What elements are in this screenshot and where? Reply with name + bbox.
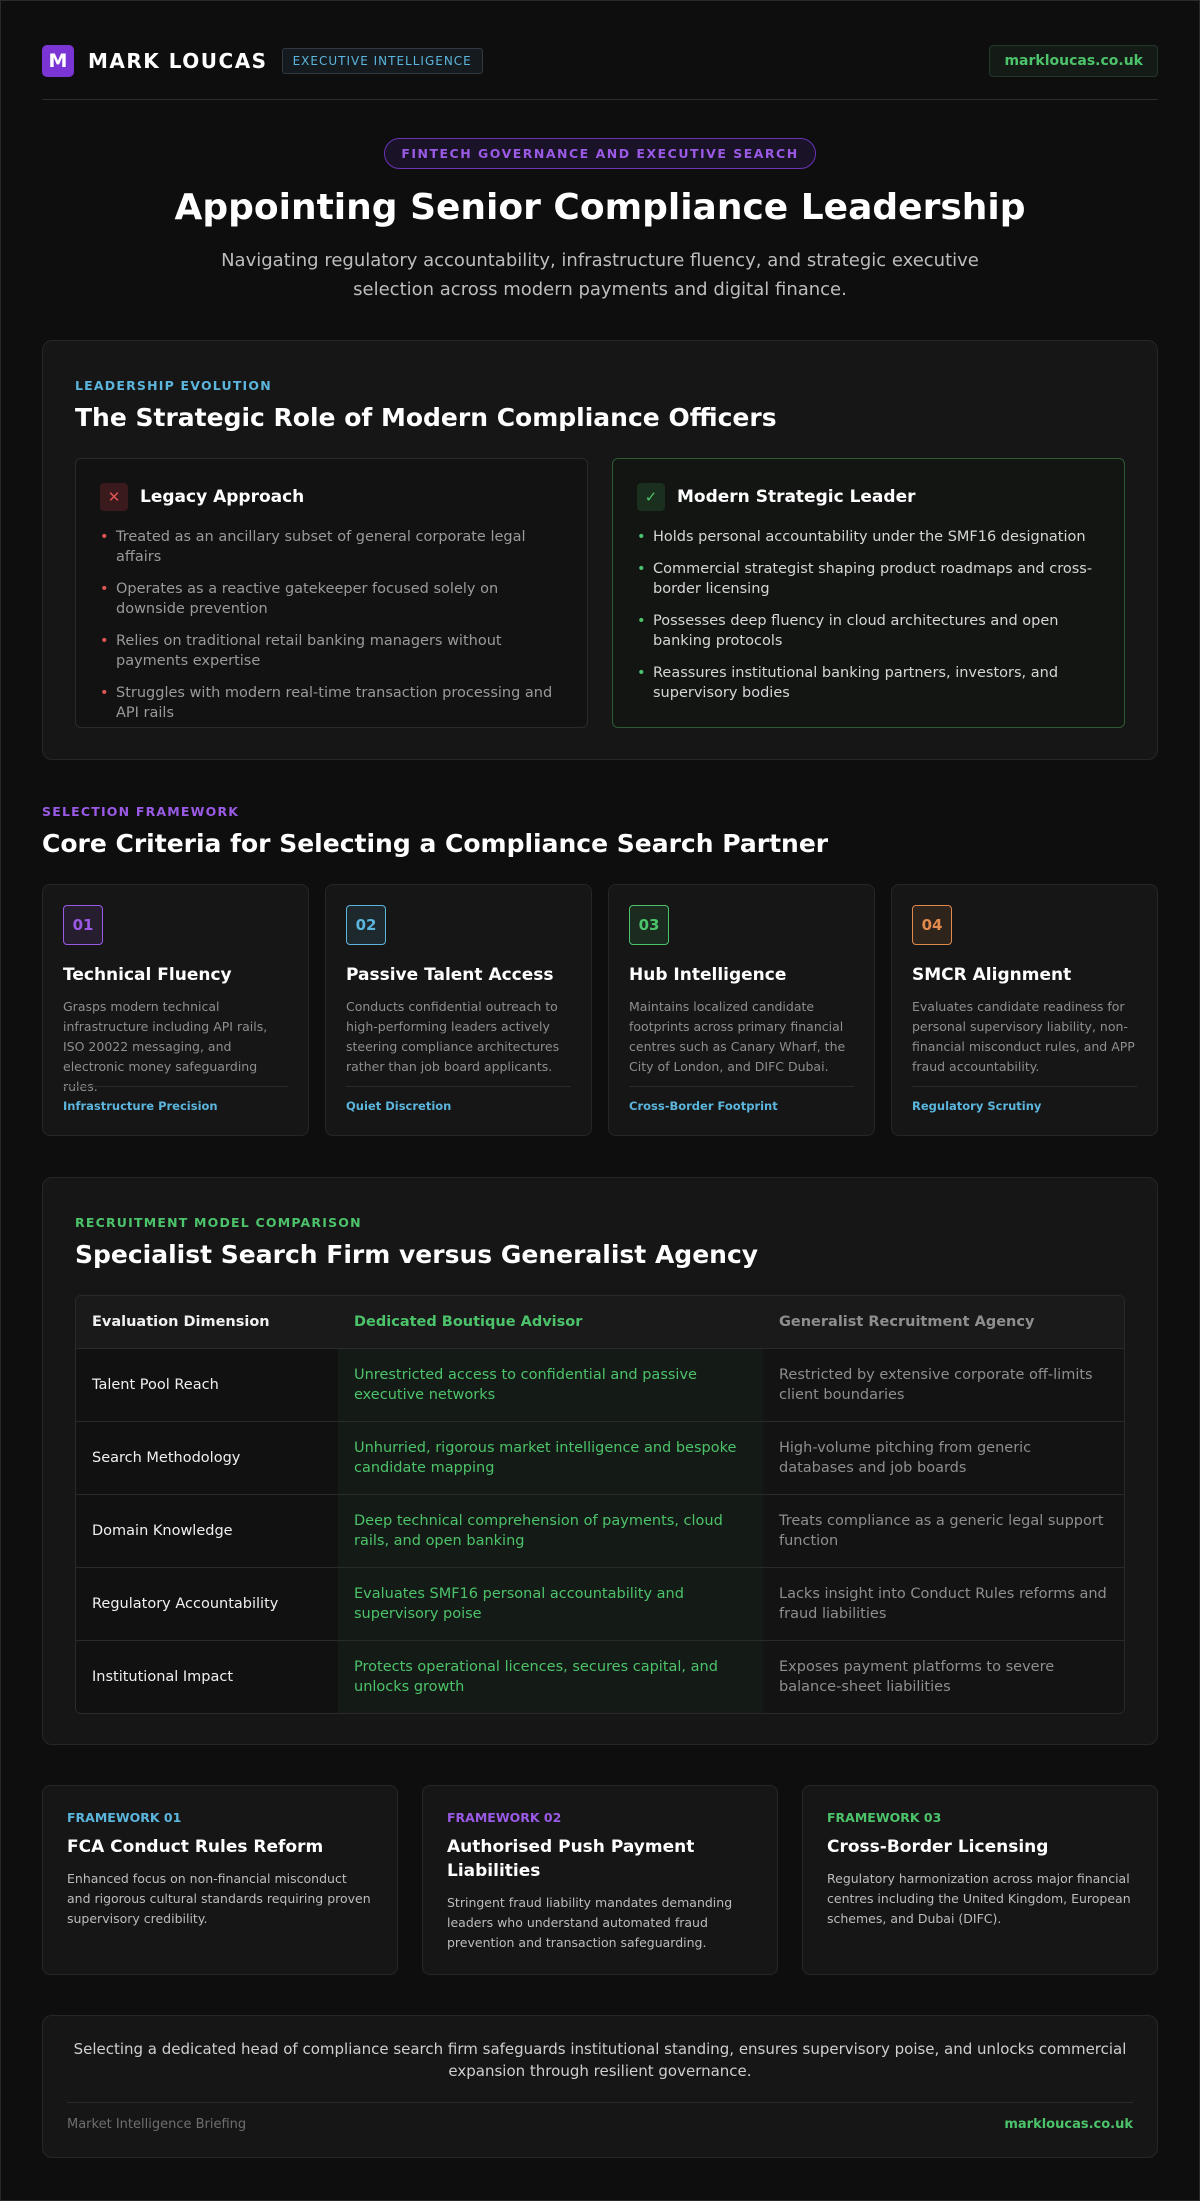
legacy-title: Legacy Approach bbox=[140, 487, 305, 507]
table-cell: Deep technical comprehension of payments, cloud rails, and open banking bbox=[338, 1495, 763, 1567]
list-item: • Possesses deep fluency in cloud architectures and open banking protocols bbox=[637, 611, 1100, 651]
list-item: • Reassures institutional banking partners, investors, and supervisory bodies bbox=[637, 663, 1100, 703]
comparison-panel bbox=[42, 1177, 1158, 1745]
table-cell: Restricted by extensive corporate off-limits client boundaries bbox=[763, 1349, 1124, 1421]
evolution-title: The Strategic Role of Modern Compliance Officers bbox=[75, 403, 777, 432]
framework-title: Authorised Push Payment Liabilities bbox=[447, 1837, 695, 1881]
list-item: • Treated as an ancillary subset of general corporate legal affairs bbox=[100, 527, 563, 567]
criteria-tag: Cross-Border Footprint bbox=[629, 1086, 854, 1113]
framework-card bbox=[422, 1785, 778, 1975]
table-row bbox=[76, 1640, 1124, 1713]
evolution-eyebrow: LEADERSHIP EVOLUTION bbox=[75, 378, 272, 393]
table-cell: Unhurried, rigorous market intelligence and bespoke candidate mapping bbox=[338, 1422, 763, 1494]
modern-leader-card bbox=[612, 458, 1125, 728]
criteria-number: 03 bbox=[629, 905, 669, 945]
list-item: • Commercial strategist shaping product roadmaps and cross-border licensing bbox=[637, 559, 1100, 599]
table-cell: Exposes payment platforms to severe balance-sheet liabilities bbox=[763, 1641, 1124, 1713]
framework-title: FCA Conduct Rules Reform bbox=[67, 1837, 324, 1857]
hero-subtitle: Navigating regulatory accountability, infrastructure fluency, and strategic executive selection across modern payments and digital finance. bbox=[221, 250, 979, 300]
table-cell: Domain Knowledge bbox=[76, 1495, 338, 1567]
criteria-card-hub-intelligence bbox=[608, 884, 875, 1136]
criteria-description: Conducts confidential outreach to high-performing leaders actively steering compliance architectures rather than job board applicants. bbox=[346, 999, 560, 1074]
brand-name: MARK LOUCAS bbox=[88, 48, 268, 73]
table-cell: Evaluates SMF16 personal accountability and supervisory poise bbox=[338, 1568, 763, 1640]
footer bbox=[42, 2015, 1158, 2158]
leadership-evolution-panel bbox=[42, 340, 1158, 760]
criteria-card-smcr-alignment bbox=[891, 884, 1158, 1136]
table-row bbox=[76, 1567, 1124, 1640]
table-cell: Unrestricted access to confidential and passive executive networks bbox=[338, 1349, 763, 1421]
comparison-title: Specialist Search Firm versus Generalist Agency bbox=[75, 1240, 759, 1269]
framework-description: Stringent fraud liability mandates demanding leaders who understand automated fraud prevention and transaction safeguarding. bbox=[447, 1895, 733, 1950]
framework-eyebrow: FRAMEWORK 01 bbox=[67, 1810, 182, 1825]
criteria-tag: Regulatory Scrutiny bbox=[912, 1086, 1137, 1113]
criteria-title: Hub Intelligence bbox=[629, 965, 787, 985]
table-cell: High-volume pitching from generic databases and job boards bbox=[763, 1422, 1124, 1494]
table-row bbox=[76, 1421, 1124, 1494]
list-item: • Operates as a reactive gatekeeper focused solely on downside prevention bbox=[100, 579, 563, 619]
framework-description: Regulatory harmonization across major financial centres including the United Kingdom, European schemes, and Dubai (DIFC). bbox=[827, 1871, 1131, 1926]
criteria-title: Technical Fluency bbox=[63, 965, 232, 985]
framework-eyebrow: FRAMEWORK 03 bbox=[827, 1810, 942, 1825]
legacy-approach-card bbox=[75, 458, 588, 728]
table-cell: Institutional Impact bbox=[76, 1641, 338, 1713]
table-cell: Regulatory Accountability bbox=[76, 1568, 338, 1640]
brand[interactable] bbox=[42, 45, 483, 77]
table-cell: Lacks insight into Conduct Rules reforms and fraud liabilities bbox=[763, 1568, 1124, 1640]
column-header: Evaluation Dimension bbox=[76, 1296, 338, 1348]
criteria-description: Evaluates candidate readiness for personal supervisory liability, non-financial misconduct rules, and APP fraud accountability. bbox=[912, 999, 1135, 1074]
page-title: Appointing Senior Compliance Leadership bbox=[174, 187, 1026, 228]
selection-framework bbox=[42, 804, 1158, 1136]
framework-card bbox=[802, 1785, 1158, 1975]
criteria-description: Grasps modern technical infrastructure including API rails, ISO 20022 messaging, and electronic money safeguarding rules. bbox=[63, 999, 268, 1094]
logo-icon: M bbox=[42, 45, 74, 77]
criteria-title: Passive Talent Access bbox=[346, 965, 554, 985]
criteria-card-passive-talent bbox=[325, 884, 592, 1136]
framework-title: Cross-Border Licensing bbox=[827, 1837, 1049, 1857]
criteria-number: 02 bbox=[346, 905, 386, 945]
list-item: • Struggles with modern real-time transaction processing and API rails bbox=[100, 683, 563, 723]
table-cell: Search Methodology bbox=[76, 1422, 338, 1494]
list-item: • Holds personal accountability under the SMF16 designation bbox=[637, 527, 1100, 547]
modern-title: Modern Strategic Leader bbox=[677, 487, 916, 507]
selection-title: Core Criteria for Selecting a Compliance Search Partner bbox=[42, 829, 829, 858]
criteria-title: SMCR Alignment bbox=[912, 965, 1072, 985]
comparison-table bbox=[75, 1295, 1125, 1714]
criteria-number: 01 bbox=[63, 905, 103, 945]
criteria-description: Maintains localized candidate footprints across primary financial centres such as Canary Wharf, the City of London, and DIFC Dubai. bbox=[629, 999, 846, 1074]
criteria-tag: Quiet Discretion bbox=[346, 1086, 571, 1113]
site-link[interactable]: markloucas.co.uk bbox=[989, 45, 1158, 77]
criteria-card-technical-fluency bbox=[42, 884, 309, 1136]
footer-summary: Selecting a dedicated head of compliance search firm safeguards institutional standing, ensures supervisory poise, and unlocks commercial expansion through resilient governance. bbox=[73, 2040, 1127, 2080]
criteria-number: 04 bbox=[912, 905, 952, 945]
column-header: Generalist Recruitment Agency bbox=[763, 1296, 1124, 1348]
hero-pill: FINTECH GOVERNANCE AND EXECUTIVE SEARCH bbox=[384, 138, 815, 169]
framework-card bbox=[42, 1785, 398, 1975]
header bbox=[42, 40, 1158, 100]
table-row bbox=[76, 1494, 1124, 1567]
hero bbox=[42, 138, 1158, 304]
footer-site-link[interactable]: markloucas.co.uk bbox=[1004, 2117, 1133, 2132]
table-row bbox=[76, 1348, 1124, 1421]
column-header: Dedicated Boutique Advisor bbox=[338, 1296, 763, 1348]
table-header-row bbox=[76, 1296, 1124, 1348]
brand-tag: EXECUTIVE INTELLIGENCE bbox=[282, 48, 483, 74]
framework-eyebrow: FRAMEWORK 02 bbox=[447, 1810, 562, 1825]
criteria-tag: Infrastructure Precision bbox=[63, 1086, 288, 1113]
list-item: • Relies on traditional retail banking managers without payments expertise bbox=[100, 631, 563, 671]
framework-description: Enhanced focus on non-financial misconduct and rigorous cultural standards requiring proven supervisory credibility. bbox=[67, 1871, 371, 1926]
frameworks bbox=[42, 1785, 1158, 1975]
check-icon: ✓ bbox=[637, 483, 665, 511]
table-cell: Protects operational licences, secures capital, and unlocks growth bbox=[338, 1641, 763, 1713]
table-cell: Treats compliance as a generic legal support function bbox=[763, 1495, 1124, 1567]
cross-icon: ✕ bbox=[100, 483, 128, 511]
table-cell: Talent Pool Reach bbox=[76, 1349, 338, 1421]
comparison-eyebrow: RECRUITMENT MODEL COMPARISON bbox=[75, 1215, 362, 1230]
footer-label: Market Intelligence Briefing bbox=[67, 2117, 247, 2132]
selection-eyebrow: SELECTION FRAMEWORK bbox=[42, 804, 240, 819]
